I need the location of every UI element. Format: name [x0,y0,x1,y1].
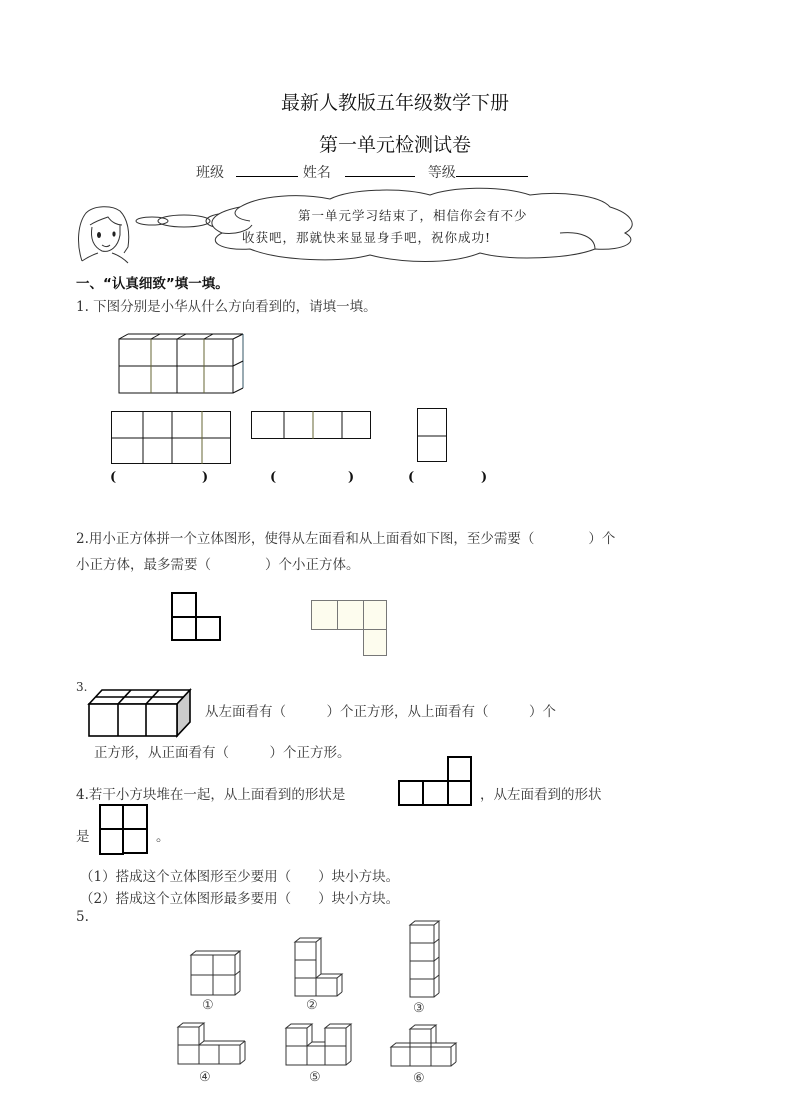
q1-view-c [417,408,449,464]
question-2-line-1: 2.用小正方体拼一个立体图形，使得从左面看和从上面看如下图，至少需要（ ）个 [76,531,616,547]
q1-view-a [111,411,233,465]
question-4-sub-1: （1）搭成这个立体图形至少要用（ ）块小方块。 [80,869,400,885]
q5-figure-5 [285,1023,355,1067]
question-4-line-2b: 。 [156,829,170,845]
q1-answer-b-field[interactable] [280,470,346,486]
q5-figure-label-5: ⑤ [309,1070,321,1085]
q1-answer-a-field[interactable] [120,470,198,486]
question-4-line-1b: ，从左面看到的形状 [480,787,602,803]
question-3-line-2: 正方形，从正面看有（ ）个正方形。 [94,745,351,761]
q1-answer-b-open: ( [270,470,277,485]
q4-left-view-figure [98,804,150,856]
q1-view-b [251,411,373,441]
q1-answer-a-open: ( [110,470,117,485]
greeting-line-1: 第一单元学习结束了，相信你会有不少 [298,208,528,223]
q1-answer-b-close: ) [348,470,355,485]
q4-top-view-figure [398,756,474,806]
q1-answer-a-close: ) [202,470,209,485]
class-field[interactable] [236,162,298,177]
q5-figure-label-2: ② [306,998,318,1013]
q1-answer-c-open: ( [408,470,415,485]
q1-answer-c-field[interactable] [418,470,480,486]
question-4-sub-2: （2）搭成这个立体图形最多要用（ ）块小方块。 [80,891,400,907]
question-4-line-1a: 4.若干小方块堆在一起，从上面看到的形状是 [76,787,346,803]
q3-block-figure [88,688,192,738]
name-field[interactable] [345,162,415,177]
q5-figure-label-6: ⑥ [413,1071,425,1086]
q5-figure-label-1: ① [202,998,214,1013]
document-subtitle: 第一单元检测试卷 [318,134,471,156]
q5-figure-4 [177,1022,247,1066]
student-info-row [196,162,528,182]
section-heading: 一、“认真细致”填一填。 [76,276,229,292]
q5-figure-2 [294,937,344,997]
name-label: 姓名 [302,165,331,181]
q1-block-figure [118,333,248,395]
grade-label: 等级 [427,165,456,181]
q2-top-view-figure [311,600,389,658]
q2-left-view-figure [171,592,223,642]
grade-field[interactable] [456,162,528,177]
question-4-line-2a: 是 [76,829,90,845]
q5-figure-label-4: ④ [199,1070,211,1085]
girl-illustration-icon [72,203,134,265]
speech-cloud-icon [200,185,640,265]
q5-figure-6 [390,1024,458,1068]
question-5-number: 5. [76,909,89,925]
question-2-line-2: 小正方体，最多需要（ ）个小正方体。 [76,557,360,573]
q5-figure-3 [409,920,441,998]
class-label: 班级 [196,165,224,181]
greeting-line-2: 收获吧，那就快来显显身手吧，祝你成功! [242,230,492,245]
q5-figure-label-3: ③ [413,1001,425,1016]
q1-answer-c-close: ) [481,470,488,485]
q5-figure-1 [190,950,242,996]
question-3-number: 3. [76,680,88,694]
question-3-line-1: 从左面看有（ ）个正方形，从上面看有（ ）个 [205,704,556,720]
document-title: 最新人教版五年级数学下册 [280,92,509,114]
question-1-text: 1. 下图分别是小华从什么方向看到的，请填一填。 [76,299,377,315]
